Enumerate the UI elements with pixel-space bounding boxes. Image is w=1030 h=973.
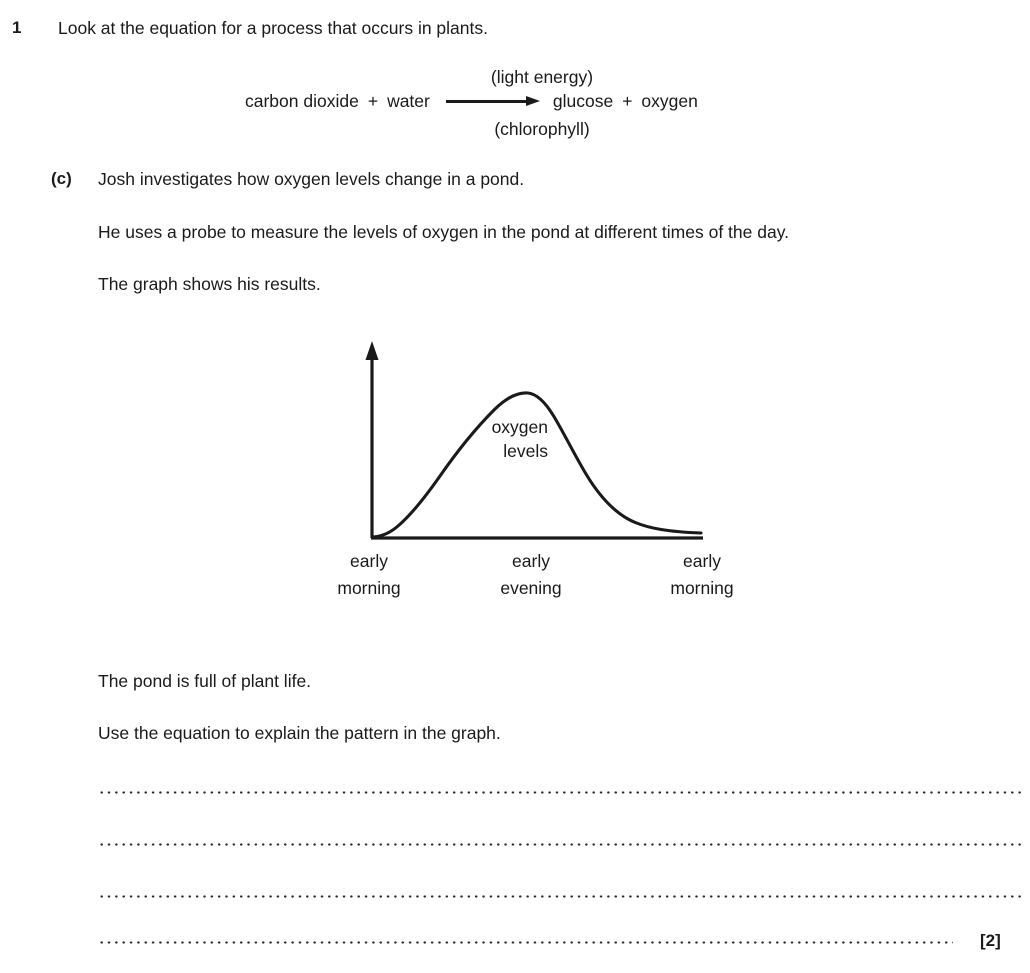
part-c-line-3: The graph shows his results.	[98, 274, 321, 294]
x-tick-2-line-2: morning	[670, 578, 734, 598]
equation-plus-first: +	[367, 91, 379, 111]
reaction-arrow-icon	[446, 95, 540, 107]
part-c-line-2: He uses a probe to measure the levels of oxygen in the pond at different times of the day.	[98, 222, 790, 242]
equation-row	[245, 90, 698, 112]
arrow-head	[526, 96, 540, 106]
equation-plus-second: +	[622, 91, 633, 111]
part-c-line-1: Josh investigates how oxygen levels change in a pond.	[98, 169, 525, 189]
x-tick-0-line-1: early	[350, 551, 388, 571]
answer-line-2[interactable]	[98, 843, 1022, 846]
equation-reactant-carbon-dioxide: carbon dioxide	[245, 91, 359, 111]
x-axis-tick-label-1	[451, 548, 611, 602]
oxygen-levels-graph	[240, 330, 760, 610]
x-axis-tick-label-0	[289, 548, 449, 602]
marks-allocation: [2]	[980, 931, 1001, 950]
y-axis-arrowhead-icon	[366, 341, 379, 360]
graph-y-axis-label	[428, 415, 548, 463]
answer-line-1[interactable]	[98, 791, 1022, 794]
answer-line-4[interactable]	[98, 941, 953, 944]
equation-product-oxygen: oxygen	[641, 91, 698, 111]
y-axis-label-line-2: levels	[503, 441, 548, 461]
part-label-c: (c)	[51, 169, 72, 188]
equation-below-arrow-label: (chlorophyll)	[494, 119, 590, 139]
arrow-shaft	[446, 100, 528, 103]
x-tick-1-line-2: evening	[500, 578, 562, 598]
x-axis-tick-label-2	[622, 548, 782, 602]
question-stem: Look at the equation for a process that occurs in plants.	[58, 18, 488, 38]
x-tick-1-line-1: early	[512, 551, 550, 571]
x-tick-2-line-1: early	[683, 551, 721, 571]
equation-above-arrow-label: (light energy)	[490, 67, 594, 87]
y-axis-label-line-1: oxygen	[491, 417, 548, 437]
equation-product-glucose: glucose	[552, 91, 614, 111]
x-tick-0-line-2: morning	[337, 578, 401, 598]
question-number: 1	[12, 18, 22, 37]
equation-reactant-water: water	[387, 91, 430, 111]
part-c-line-5: Use the equation to explain the pattern in the graph.	[98, 723, 501, 743]
part-c-line-4: The pond is full of plant life.	[98, 671, 312, 691]
answer-line-3[interactable]	[98, 895, 1022, 898]
photosynthesis-equation	[0, 66, 1030, 146]
